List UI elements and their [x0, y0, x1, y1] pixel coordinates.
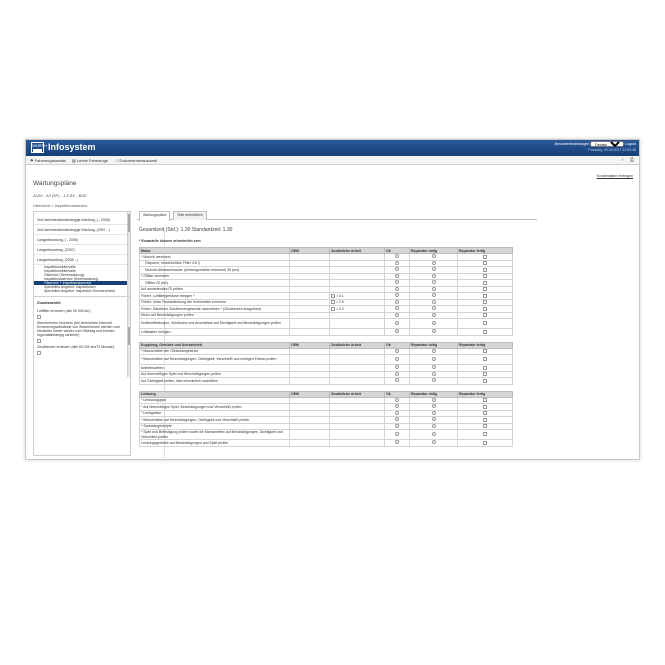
ok-cell: [385, 319, 410, 329]
ok-radio[interactable]: [395, 357, 399, 361]
col-rep-noetig: Reparatur nötig: [410, 248, 458, 254]
repair-needed-radio[interactable]: [432, 357, 436, 361]
sidebar-subitem[interactable]: Inspektionsintervalle: [44, 269, 76, 273]
task-text: Kraftstoffleitungen, Schläuche und Anschlüsse auf Dichtigkeit und Beschädigungen prüfen: [140, 319, 290, 329]
repair-done-checkbox[interactable]: [483, 349, 487, 353]
repair-needed-cell: [410, 319, 458, 329]
task-text: * Spiel und Befestigung prüfen sowie die Manschetten auf Beschädigungen, Dichtigkeit und Verschleiß prüfen: [140, 430, 290, 440]
repair-done-checkbox[interactable]: [483, 268, 487, 272]
repair-needed-cell: [410, 430, 458, 440]
ok-radio[interactable]: [395, 321, 399, 325]
repair-needed-radio[interactable]: [432, 440, 436, 444]
ok-radio[interactable]: [395, 254, 399, 258]
ok-cell: [385, 329, 410, 336]
col-zusatz: Zusätzliche Arbeit: [330, 391, 385, 397]
repair-needed-cell: [410, 355, 458, 365]
table-row: [140, 430, 513, 440]
extra-time: ≈ 0.3: [335, 306, 344, 311]
sidebar-item[interactable]: Langzeitwartung, ( - 2006): [34, 235, 130, 245]
repair-done-checkbox[interactable]: [483, 287, 487, 291]
ok-cell: [385, 430, 410, 440]
col-zusatz: Zusätzliche Arbeit: [330, 248, 385, 254]
col-oem: OEM: [290, 248, 330, 254]
repair-needed-radio[interactable]: [432, 313, 436, 317]
table-row: [140, 329, 513, 336]
col-rep-fertig: Reparatur fertig: [458, 248, 513, 254]
oem-cell: [290, 378, 330, 385]
repair-needed-radio[interactable]: [432, 349, 436, 353]
task-text: Motor auf Beschädigungen prüfen: [140, 312, 290, 319]
repair-done-checkbox[interactable]: [483, 357, 487, 361]
repair-done-cell: [458, 355, 513, 365]
repair-done-checkbox[interactable]: [483, 255, 487, 259]
extra-cell: [330, 440, 385, 447]
task-text: Antriebswellen: [140, 365, 290, 372]
repair-done-checkbox[interactable]: [483, 441, 487, 445]
repair-needed-radio[interactable]: [432, 378, 436, 382]
task-text: Fühler: Unter Radabdichtung der Kurbelwelle erneuern: [140, 299, 290, 306]
vehicle-info: AUDI - A3 (8P) - 1.8 BV - BSE: [33, 193, 87, 198]
language-select[interactable]: [590, 141, 624, 147]
repair-done-checkbox[interactable]: [483, 261, 487, 265]
repair-needed-radio[interactable]: [432, 261, 436, 265]
scrollbar[interactable]: [127, 297, 130, 377]
task-text: * Ölfilter wechseln: [140, 273, 290, 280]
ok-radio[interactable]: [395, 300, 399, 304]
repair-done-cell: [458, 329, 513, 336]
extra-cell: [330, 378, 385, 385]
breadcrumb: Übersicht > Inspektionsservice: [33, 203, 88, 208]
oem-cell: [290, 319, 330, 329]
ok-radio[interactable]: [395, 287, 399, 291]
task-text: * Manschetten der Gleichlaufgelenke: [140, 348, 290, 355]
repair-done-checkbox[interactable]: [483, 366, 487, 370]
task-text: Ölfilter 20 (km): [140, 280, 290, 287]
extra-work-panel: [34, 297, 130, 377]
sidebar-subitem[interactable]: Ölservice (Seriensatzung): [44, 273, 85, 277]
repair-done-checkbox[interactable]: [483, 321, 487, 325]
task-text: Lenkungsgetriebe auf Beschädigungen und Spiel prüfen: [140, 440, 290, 447]
print-icon[interactable]: ⎙: [629, 157, 634, 163]
ok-radio[interactable]: [395, 417, 399, 421]
oem-cell: [290, 440, 330, 447]
nav-actions: [617, 157, 634, 163]
table-row: [140, 319, 513, 329]
ok-radio[interactable]: [395, 349, 399, 353]
repair-done-checkbox[interactable]: [483, 294, 487, 298]
repair-done-checkbox[interactable]: [483, 424, 487, 428]
repair-needed-radio[interactable]: [432, 365, 436, 369]
extra-work-checkbox-row: [37, 351, 127, 355]
app-window: [25, 139, 640, 460]
repair-done-cell: [458, 319, 513, 329]
page-title: Wartungspläne: [33, 180, 77, 187]
col-rep-fertig: Reparatur fertig: [458, 391, 513, 397]
extra-work-title: Zusatzarbeit: [37, 300, 61, 305]
extra-work-item: Steuerriemen erneuern (bei ziemlichem Intervall, Erneuerungsabstände von Steuerriemen werden vom Hersteller immer wieder zum Stichtag und können regionalabhängig variieren): [37, 321, 121, 338]
repair-done-checkbox[interactable]: [483, 313, 487, 317]
repair-needed-cell: [410, 329, 458, 336]
ok-radio[interactable]: [395, 404, 399, 408]
extra-work-item: Zündkerzen erneuern (alle 60 000 km/72 Monate): [37, 345, 115, 350]
repair-needed-radio[interactable]: [432, 432, 436, 436]
section-title: Motor: [140, 248, 290, 254]
ok-cell: [385, 355, 410, 365]
repair-needed-radio[interactable]: [432, 372, 436, 376]
plan-list: [34, 212, 130, 297]
oem-cell: [290, 329, 330, 336]
extra-work-checkbox[interactable]: [37, 339, 41, 343]
tab-wartungsplaene[interactable]: Wartungspläne: [139, 211, 170, 221]
repair-needed-radio[interactable]: [432, 280, 436, 284]
extra-time: ≈ 2.5: [335, 300, 344, 304]
time-summary: Gesamtzeit (Std.): 1.30 Standardzeit: 1.30: [139, 227, 233, 233]
ok-radio[interactable]: [395, 424, 399, 428]
repair-done-checkbox[interactable]: [483, 300, 487, 304]
repair-done-cell: [458, 378, 513, 385]
col-ok: Ok: [385, 248, 410, 254]
tab-bar: [137, 211, 537, 220]
extra-work-checkbox-row: [37, 339, 127, 343]
repair-done-checkbox[interactable]: [483, 281, 487, 285]
sidebar-subitem[interactable]: Ölservice + Inspektionsservice: [34, 281, 130, 285]
maintenance-table: [139, 391, 513, 447]
extra-cell: [330, 430, 385, 440]
col-rep-noetig: Reparatur nötig: [410, 342, 458, 348]
tab-teile[interactable]: Teile erforderlich: [173, 211, 207, 220]
repair-needed-cell: [410, 440, 458, 447]
maintenance-table: [139, 247, 513, 336]
nav-doc-select[interactable]: □ Dokumentenauswahl: [116, 158, 157, 163]
ok-radio[interactable]: [395, 313, 399, 317]
user-settings: [555, 141, 636, 152]
repair-done-cell: [458, 440, 513, 447]
back-icon[interactable]: ‹: [621, 157, 624, 163]
oem-cell: [290, 430, 330, 440]
ok-radio[interactable]: [395, 329, 399, 333]
repair-needed-radio[interactable]: [432, 398, 436, 402]
ok-radio[interactable]: [395, 365, 399, 369]
sidebar-subitem[interactable]: Inspektionsintervalle: [44, 265, 76, 269]
extra-cell: [330, 355, 385, 365]
nav-vehicle-select[interactable]: ⚑ Fahrzeugauswahl: [30, 158, 67, 163]
task-text: * Manschetten auf Beschädigungen, Dichtigkeit und Verschleiß prüfen: [140, 417, 290, 424]
task-text: * Lenkausgupps: [140, 397, 290, 404]
app-title: Infosystem: [48, 142, 96, 152]
scrollbar[interactable]: [127, 212, 130, 297]
table-row: [140, 355, 513, 365]
task-text: * Lenkgeleke: [140, 410, 290, 417]
ok-radio[interactable]: [395, 378, 399, 382]
extra-work-checkbox[interactable]: [37, 315, 41, 319]
extra-work-checkbox-row: [37, 315, 127, 319]
section-title: Lenkung: [140, 391, 290, 397]
oem-cell: [290, 355, 330, 365]
ok-radio[interactable]: [395, 411, 399, 415]
sidebar-subitem[interactable]: Spezielles Angebot: Inspektion Sommercheck: [44, 289, 116, 293]
repair-needed-radio[interactable]: [432, 287, 436, 291]
task-text: Motoröl-Ablassschraube (Unterlegscheibe erneuern) 30 (km): [140, 267, 290, 274]
task-text: Auf austretendes Öl prüfen: [140, 286, 290, 293]
repair-done-checkbox[interactable]: [483, 411, 487, 415]
logout-link[interactable]: Logout: [625, 141, 636, 146]
repair-done-checkbox[interactable]: [483, 398, 487, 402]
ok-radio[interactable]: [395, 440, 399, 444]
repair-needed-radio[interactable]: [432, 254, 436, 258]
repair-needed-radio[interactable]: [432, 267, 436, 271]
ok-radio[interactable]: [395, 274, 399, 278]
ok-radio[interactable]: [395, 432, 399, 436]
repair-needed-radio[interactable]: [432, 417, 436, 421]
section-title: Kupplung, Getriebe und Achsantrieb: [140, 342, 290, 348]
main-content: [137, 211, 537, 447]
ok-radio[interactable]: [395, 267, 399, 271]
ok-radio[interactable]: [395, 280, 399, 284]
repair-done-checkbox[interactable]: [483, 372, 487, 376]
extra-work-item: Luftfilter erneuern (alle 90 000 km): [37, 309, 91, 313]
repair-needed-radio[interactable]: [432, 329, 436, 333]
extra-cell: [330, 329, 385, 336]
nav-last-vehicles[interactable]: ▤ Letzte Fahrzeuge: [72, 158, 109, 163]
ok-radio[interactable]: [395, 306, 399, 310]
customer-data-link[interactable]: Kundendaten eintragen: [596, 174, 633, 178]
extra-work-checkbox[interactable]: [37, 351, 41, 355]
repair-done-checkbox[interactable]: [483, 379, 487, 383]
repair-done-checkbox[interactable]: [483, 274, 487, 278]
task-text: Auf Dichtigkeit prüfen, falls erforderlich nachfüllen: [140, 378, 290, 385]
ok-radio[interactable]: [395, 372, 399, 376]
sidebar-item[interactable]: Langzeitwartung, (2008 - ): [34, 255, 130, 265]
sidebar-item[interactable]: Langzeitwartung, (2007): [34, 245, 130, 255]
repair-done-checkbox[interactable]: [483, 330, 487, 334]
repair-done-checkbox[interactable]: [483, 432, 487, 436]
task-text: * Manschetten auf Beschädigungen, Dichtigkeit, Verschleiß und richtigen Einbau prüfen: [140, 355, 290, 365]
task-text: Ölsparne, einschließlich Filter 4.6 l): [140, 260, 290, 267]
ok-radio[interactable]: [395, 293, 399, 297]
ok-radio[interactable]: [395, 261, 399, 265]
sidebar: [33, 211, 131, 456]
nav-bar: [26, 156, 639, 165]
repair-done-checkbox[interactable]: [483, 418, 487, 422]
repair-needed-radio[interactable]: [432, 321, 436, 325]
sidebar-subitem[interactable]: Inspektionsservice (Seriensatzung): [44, 277, 99, 281]
maintenance-table: [139, 342, 513, 385]
col-oem: OEM: [290, 342, 330, 348]
repair-needed-radio[interactable]: [432, 424, 436, 428]
table-row: [140, 440, 513, 447]
repair-done-checkbox[interactable]: [483, 307, 487, 311]
repair-needed-radio[interactable]: [432, 274, 436, 278]
repair-needed-radio[interactable]: [432, 404, 436, 408]
col-rep-noetig: Reparatur nötig: [410, 391, 458, 397]
repair-done-checkbox[interactable]: [483, 405, 487, 409]
task-text: * Motoröl wechseln: [140, 254, 290, 261]
col-oem: OEM: [290, 391, 330, 397]
col-zusatz: Zusätzliche Arbeit: [330, 342, 385, 348]
settings-label: Benutzereinstellungen: [554, 141, 590, 146]
task-text: * Spurstangenköpfe: [140, 423, 290, 430]
repair-needed-radio[interactable]: [432, 306, 436, 310]
col-ok: Ok: [385, 342, 410, 348]
extra-cell: [330, 319, 385, 329]
repair-needed-radio[interactable]: [432, 293, 436, 297]
task-text: Luftkasten reinigen: [140, 329, 290, 336]
repair-needed-cell: [410, 378, 458, 385]
task-text: Auf übermäßiges Spiel und Beschädigungen prüfen: [140, 371, 290, 378]
sidebar-item[interactable]: Zeit-/fahrstreckenabhängige Wartung, (2007 - ): [34, 225, 130, 235]
brand-logo: WÜRTH: [31, 142, 44, 153]
parts-note: * Ersatzteile können erforderlich sein: [139, 239, 201, 243]
task-text: Fühler: Luftfiltergehäuse reinigen *: [140, 293, 290, 300]
repair-done-cell: [458, 430, 513, 440]
task-text: * Auf übermäßiges Spiel, Beschädigungen und Verschleiß prüfen: [140, 404, 290, 411]
extra-time: ≈ 0.1: [335, 293, 344, 298]
ok-cell: [385, 440, 410, 447]
sidebar-item[interactable]: Zeit-/fahrstreckenabhängige Wartung, ( - 2006): [34, 215, 130, 225]
table-row: [140, 378, 513, 385]
top-bar: [26, 140, 639, 156]
session-info: Thursday, 00.00.2017 12:50:48: [587, 148, 636, 152]
task-text: Fühler: Sämtliche Zündkerzengewinde nachziehen * (Zündkerzen ausgebaut): [140, 306, 290, 313]
col-rep-fertig: Reparatur fertig: [458, 342, 513, 348]
col-ok: Ok: [385, 391, 410, 397]
repair-needed-radio[interactable]: [432, 411, 436, 415]
repair-needed-radio[interactable]: [432, 300, 436, 304]
ok-cell: [385, 378, 410, 385]
ok-radio[interactable]: [395, 398, 399, 402]
sidebar-subitem[interactable]: Spezielles Angebot: Inspektionen: [44, 285, 96, 289]
